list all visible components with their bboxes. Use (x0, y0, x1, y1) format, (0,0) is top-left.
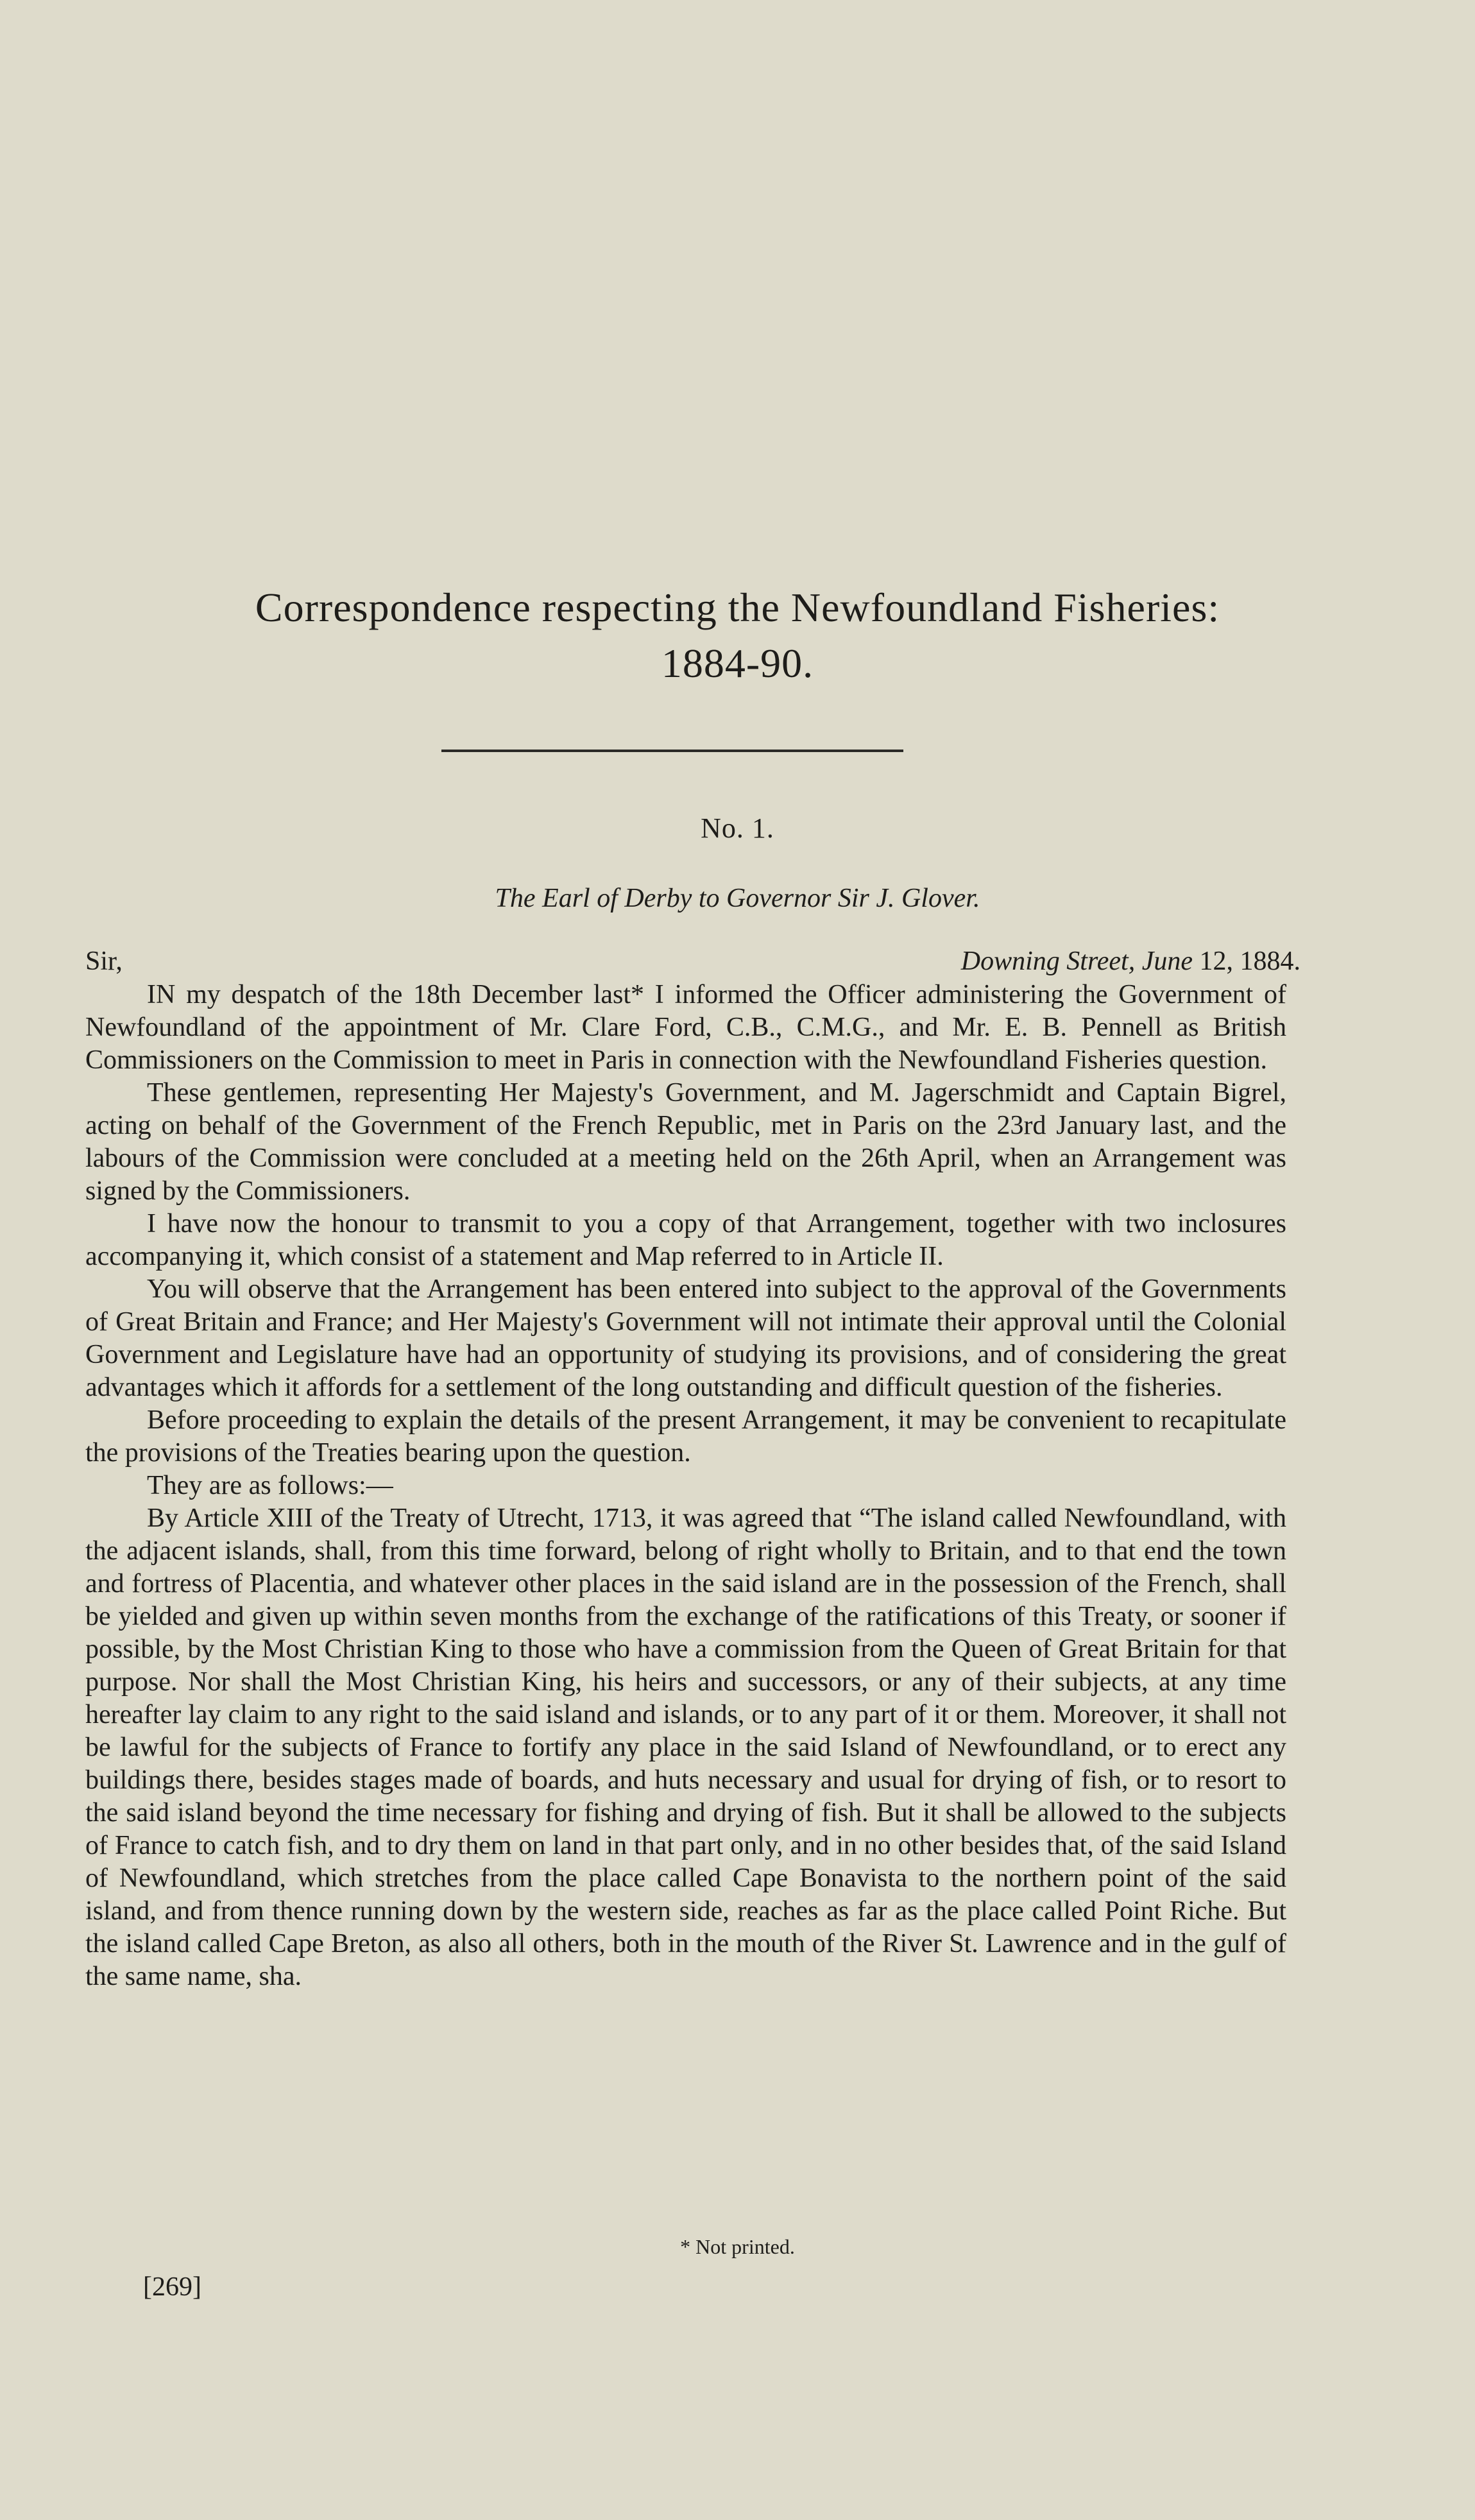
paragraph: I have now the honour to transmit to you a copy of that Arrangement, together with two inclosures accompanying it, which consist of a statement and Map referred to in Article II. (85, 1209, 1286, 1271)
sheet-number: [269] (143, 2272, 201, 2302)
paragraph: IN my despatch of the 18th December last* I informed the Officer administering the Government of Newfoundland of the appointment of Mr. Clare Ford, C.B., C.M.G., and Mr. E. B. Pennell as British Commissioners on the Commission to meet in Paris in connection with the Newfoundland Fisheries question. (85, 980, 1286, 1075)
document-title: Correspondence respecting the Newfoundland Fisheries: (255, 585, 1220, 630)
dateline-date: 12, 1884. (1193, 947, 1300, 976)
paragraph: By Article XIII of the Treaty of Utrecht, 1713, it was agreed that “The island called Newfoundland, with the adjacent islands, shall, from this time forward, belong of right wholly to Britain, and to that end the town and fortress of Placentia, and whatever other places in the said island are in the possession of the French, shall be yielded and given up within seven months from the exchange of the ratifications of this Treaty, or sooner if possible, by the Most Christian King to those who have a commission from the Queen of Great Britain for that purpose. Nor shall the Most Christian King, his heirs and successors, or any of their subjects, at any time hereafter lay claim to any right to the said island and islands, or to any part of it or them. Moreover, it shall not be lawful for the subjects of France to fortify any place in the said Island of Newfoundland, or to erect any buildings there, besides stages made of boards, and huts necessary and usual for drying of fish, or to resort to the said island beyond the time necessary for fishing and drying of fish. But it shall be allowed to the subjects of France to catch fish, and to dry them on land in that part only, and in no other besides that, of the said Island of Newfoundland, which stretches from the place called Cape Bonavista to the northern point of the said island, and from thence running down by the western side, reaches as far as the place called Point Riche. But the island called Cape Breton, as also all others, both in the mouth of the River St. Lawrence and in the gulf of the same name, sha. (85, 1504, 1286, 1991)
dateline-place: Downing Street, June (960, 947, 1193, 976)
paragraph: You will observe that the Arrangement has been entered into subject to the approval of the Governments of Great Britain and France; and Her Majesty's Government will not intimate their approval until the Colonial Government and Legislature have had an opportunity of studying its provisions, and of considering the great advantages which it affords for a settlement of the long outstanding and difficult question of the fisheries. (85, 1274, 1286, 1402)
title-divider (441, 750, 903, 752)
document-number: No. 1. (701, 812, 774, 844)
paragraph: Before proceeding to explain the details of the present Arrangement, it may be convenient to recapitulate the provisions of the Treaties bearing upon the question. (85, 1405, 1286, 1468)
salutation: Sir, (85, 947, 123, 976)
paragraph: These gentlemen, representing Her Majesty's Government, and M. Jagerschmidt and Captain Bigrel, acting on behalf of the Government of the French Republic, met in Paris on the 23rd January last, and the labours of the Commission were concluded at a meeting held on the 26th April, when an Arrangement was signed by the Commissioners. (85, 1078, 1286, 1206)
document-title-years: 1884-90. (661, 640, 814, 686)
dateline (961, 946, 1300, 977)
paragraph: They are as follows:— (147, 1471, 393, 1500)
letter-heading: The Earl of Derby to Governor Sir J. Glover. (495, 884, 980, 913)
footnote: * Not printed. (680, 2235, 795, 2258)
letter-body (85, 979, 1286, 1993)
